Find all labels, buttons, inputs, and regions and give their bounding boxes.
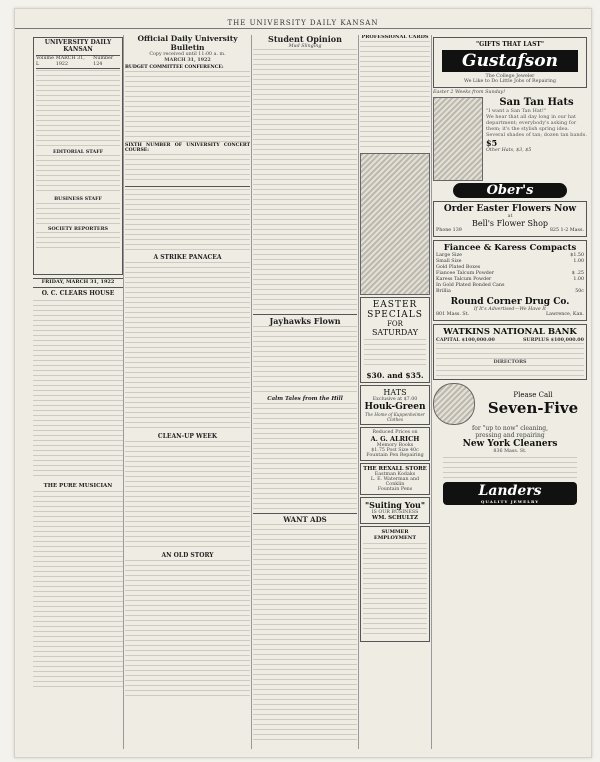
obers-logo: Ober's [453, 183, 567, 198]
gustafson-tagline: "GIFTS THAT LAST" [475, 41, 544, 48]
fiancee-title: Fiancee & Karess Compacts [443, 243, 577, 253]
gustafson-ad [433, 37, 587, 88]
society-reporters-heading: SOCIETY REPORTERS [47, 225, 109, 232]
seven-five-line1: for "up to now" cleaning, [472, 425, 548, 432]
kansan-masthead-text [36, 70, 120, 148]
bells-name: Bell's Flower Shop [471, 219, 549, 228]
aleigh-reduced: Reduced Prices on [372, 429, 418, 435]
houk-green-name: Houk-Green [364, 401, 426, 412]
rexall-ad [360, 463, 430, 495]
fiancee-item-price: 1.00 [573, 277, 584, 282]
watkins-officers-text [436, 343, 584, 359]
column-opinion [253, 35, 357, 749]
rexall-line1: Eastman Kodaks [374, 471, 416, 477]
business-staff-text [36, 203, 120, 225]
gustafson-line2: We Like to Do Little Jobs of Repairing [464, 79, 556, 84]
student-opinion-text [253, 49, 357, 314]
budget-committee-text [125, 71, 250, 143]
column-ads-small [360, 35, 430, 749]
fiancee-item-label: Small Size [436, 259, 462, 264]
houk-green-tagline: The Home of Kuppenheimer Clothes [365, 411, 425, 422]
summer-employment-title: SUMMER EMPLOYMENT [373, 528, 417, 541]
seven-five-line2: pressing and repairing [475, 432, 545, 439]
aleigh-ad [360, 427, 430, 461]
suiting-you-ad [360, 497, 430, 524]
fiancee-item-price: $ .25 [571, 271, 584, 276]
jayhawks-flown-text [253, 326, 357, 396]
editorial-staff-text [36, 155, 120, 195]
bells-phone: Phone 139 [436, 228, 462, 233]
landers-tagline: QUALITY JEWELRY [480, 499, 540, 504]
rexall-line2: L. E. Waterman and Conklin [370, 476, 420, 487]
budget-committee-heading: BUDGET COMMITTEE CONFERENCE: [125, 65, 224, 71]
suiting-you-line1: IS OUR BUSINESS [371, 509, 419, 515]
want-ads-text [253, 524, 357, 744]
old-story-heading: AN OLD STORY [161, 551, 214, 559]
landers-name: Landers [478, 483, 542, 499]
san-tan-body: We hear that all day long in our hat department; everybody's asking for them; it's the stylish spring idea. Several shades of tan; dozen tan bands. [486, 114, 587, 138]
easter-specials-line4: SATURDAY [371, 327, 419, 337]
bulletin-title: Official Daily University Bulletin [137, 35, 238, 52]
issue-date-line: FRIDAY, MARCH 31, 1922 [33, 278, 123, 288]
clean-up-week-text [125, 441, 250, 551]
concert-course-heading: SIXTH NUMBER OF UNIVERSITY CONCERT COURSE: [125, 142, 250, 154]
rexall-title: THE REXALL STORE [363, 465, 427, 472]
kansan-date: MARCH 31, 1922 [55, 55, 85, 67]
bells-contact-row [436, 228, 584, 234]
professional-cards-heading: PROFESSIONAL CARDS [361, 35, 429, 40]
student-opinion-title: Student Opinion [268, 35, 342, 44]
hats-ad [360, 385, 430, 425]
round-corner-drug-name: Round Corner Drug Co. [450, 297, 570, 307]
jayhawks-flown-heading: Jayhawks Flown [253, 314, 357, 326]
watkins-surplus: SURPLUS $100,000.00 [522, 337, 584, 343]
calm-tales-text [253, 403, 357, 513]
kansan-volume: Volume L [36, 55, 54, 67]
suiting-you-title: "Suiting You" [364, 499, 426, 510]
calm-tales-heading: Calm Tales from the Hill [267, 396, 343, 403]
fiancee-item-price: 1.00 [573, 259, 584, 264]
kansan-box-title: UNIVERSITY DAILY KANSAN [44, 39, 112, 53]
gustafson-logo: Gustafson [442, 50, 578, 72]
professional-cards-text [360, 41, 430, 151]
gustafson-line1: The College Jeweler [485, 74, 535, 79]
san-tan-quote: "I want a San Tan Hat!" [486, 108, 547, 114]
concert-course-text [125, 154, 250, 184]
fiancee-item-label: Fiancee Talcum Powder [436, 271, 495, 276]
watkins-capital: CAPITAL $100,000.00 [436, 337, 495, 343]
san-tan-ad [433, 97, 587, 181]
strike-panacea-text [125, 262, 250, 432]
column-display-ads [433, 35, 587, 749]
clearinghouse-article-text [33, 300, 123, 480]
aleigh-line1: Memory Books [376, 442, 414, 448]
easter-specials-line2: SPECIALS [367, 309, 423, 320]
notice-text [443, 457, 577, 479]
san-tan-other: Other Hats, $3, $5 [486, 148, 532, 153]
fiancee-item-price: 50c [575, 289, 584, 294]
society-reporters-text [36, 232, 120, 250]
man-in-overcoat-illustration [360, 153, 430, 295]
pure-musician-article-text [33, 491, 123, 691]
editorial-staff-heading: EDITORIAL STAFF [52, 148, 104, 155]
man-with-hat-illustration [433, 97, 483, 181]
seven-five-title: Seven-Five [487, 399, 579, 417]
student-opinion-subtitle: Mud Slinging [288, 44, 322, 50]
kansan-number: Number 124 [93, 55, 114, 67]
easter-countdown: Easter 2 Weeks from Sunday! [433, 90, 506, 95]
fiancee-item-label: Gold Plated Boxes [436, 265, 481, 270]
bulletin-subtitle: Copy received until 11:00 a. m. [149, 52, 226, 58]
landers-logo [443, 482, 577, 505]
column-rule [251, 35, 252, 749]
kansan-volume-row [36, 55, 120, 69]
pure-musician-heading: THE PURE MUSICIAN [43, 482, 113, 489]
new-york-cleaners-name: New York Cleaners [462, 439, 558, 449]
san-tan-title: San Tan Hats [499, 97, 574, 108]
suiting-you-name: WM. SCHULTZ [372, 514, 418, 521]
aleigh-name: A. G. ALRICH [370, 434, 420, 443]
fiancee-item-price: $1.50 [570, 253, 584, 258]
clean-up-week-heading: CLEAN-UP WEEK [157, 432, 218, 440]
bells-flower-ad [433, 201, 587, 237]
bells-address: 825 1-2 Mass. [549, 228, 584, 233]
round-corner-tagline: If It's Advertised—We Have It [473, 307, 547, 312]
san-tan-price: $5 [486, 138, 498, 148]
aleigh-line2: $1.75 Post Size 40c [371, 447, 419, 453]
kansan-info-box [33, 37, 123, 275]
rexall-line3: Fountain Pens [377, 486, 413, 492]
hats-price: Exclusive at $7.00 [372, 396, 418, 402]
summer-employment-ad [360, 526, 430, 642]
want-ads-heading: WANT ADS [253, 513, 357, 524]
easter-specials-price: $30. and $35. [366, 370, 424, 380]
column-kansan [33, 35, 123, 749]
smart-boy-illustration [433, 383, 475, 425]
watkins-title: WATKINS NATIONAL BANK [443, 327, 577, 337]
aleigh-line3: Fountain Pen Repairing [366, 452, 424, 458]
easter-specials-text [364, 339, 426, 369]
summer-employment-text [363, 543, 427, 638]
round-corner-city: Lawrence, Kan. [545, 312, 584, 317]
fiancee-compacts-ad [433, 240, 587, 321]
watkins-bank-ad [433, 324, 587, 380]
column-rule [123, 35, 124, 749]
bulletin-date: MARCH 31, 1922 [164, 57, 211, 64]
fiancee-item-label: Karess Talcum Powder [436, 277, 492, 282]
seven-five-ad [433, 383, 587, 425]
column-bulletin [125, 35, 250, 749]
easter-specials-line1: EASTER [372, 299, 418, 310]
fiancee-item-label: Brillia [436, 289, 451, 294]
fiancee-price-list [436, 253, 584, 295]
bells-title: Order Easter Flowers Now [443, 204, 577, 214]
business-staff-heading: BUSINESS STAFF [54, 196, 102, 203]
easter-specials-ad [360, 297, 430, 383]
round-corner-address: 801 Mass. St. [436, 312, 470, 317]
new-york-cleaners-address: 836 Mass. St. [493, 449, 527, 454]
clearinghouse-heading: O. C. CLEARS HOUSE [41, 289, 115, 297]
fiancee-item-label: Large Size [436, 253, 462, 258]
seven-five-details [433, 425, 587, 454]
fiancee-price-row [436, 289, 584, 295]
strike-panacea-heading: A STRIKE PANACEA [153, 254, 222, 262]
editorial-text-a [125, 189, 250, 253]
column-rule [358, 35, 359, 749]
watkins-directors-text [436, 365, 584, 377]
column-rule [431, 35, 432, 749]
masthead: THE UNIVERSITY DAILY KANSAN [15, 19, 591, 29]
watkins-directors-heading: DIRECTORS [493, 359, 527, 365]
newspaper-sheet [14, 8, 592, 758]
old-story-text [125, 560, 250, 700]
bells-at: at [507, 214, 513, 219]
hats-title: HATS [383, 387, 407, 397]
seven-five-please: Please Call [513, 391, 553, 399]
round-corner-address-row [436, 312, 584, 318]
easter-specials-line3: FOR [387, 319, 403, 328]
fiancee-item-label: In Gold Plated Bonded Cans [436, 283, 505, 288]
